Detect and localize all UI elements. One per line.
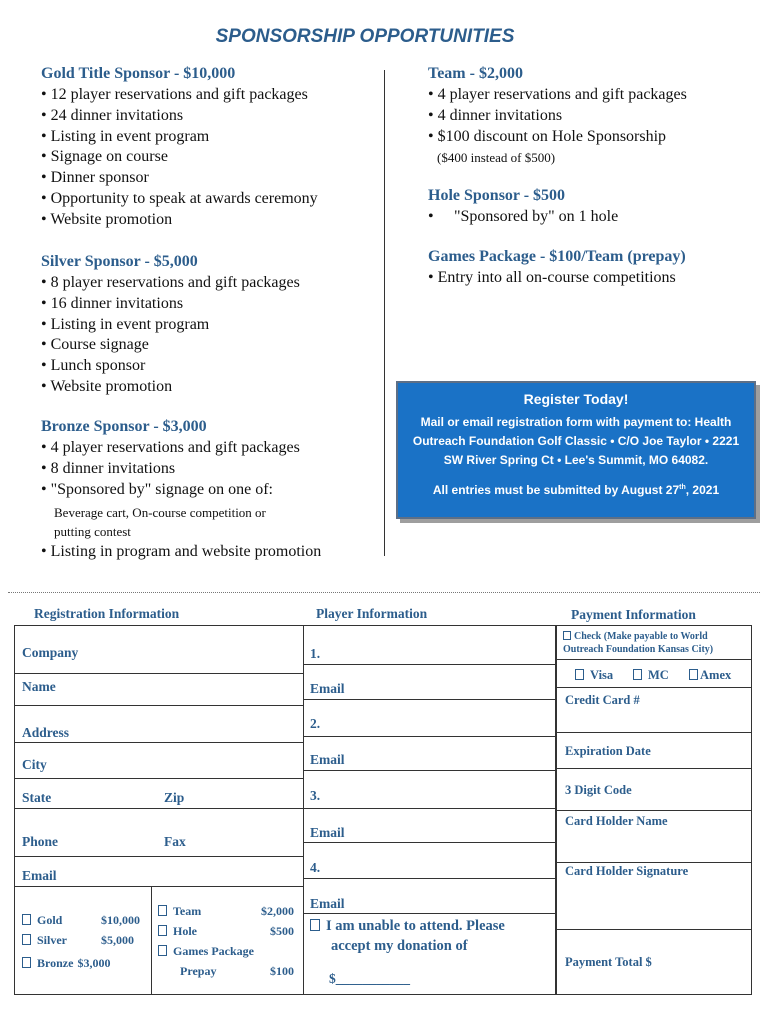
silver-list <box>41 273 381 398</box>
register-box <box>396 381 756 519</box>
list-item: • "Sponsored by" on 1 hole <box>428 208 619 225</box>
list-item: • 8 dinner invitations <box>41 459 381 480</box>
games-list <box>428 268 768 289</box>
check-option[interactable]: Check (Make payable to World Outreach Foundation Kansas City) <box>563 631 714 655</box>
list-item: • Website promotion <box>41 377 381 398</box>
player-2-email-label: Email <box>310 752 345 767</box>
visa-option[interactable]: Visa <box>575 668 613 683</box>
checkbox-icon <box>22 914 31 925</box>
checkbox-icon <box>633 669 642 680</box>
sponsor-options-right <box>158 901 294 981</box>
holder-signature-label: Card Holder Signature <box>565 864 689 878</box>
address-label: Address <box>22 725 70 740</box>
registration-header: Registration Information <box>34 606 180 621</box>
expiration-label: Expiration Date <box>565 744 651 758</box>
team-section <box>428 65 758 167</box>
player-4-email-label: Email <box>310 896 345 911</box>
holder-name-label: Card Holder Name <box>565 814 668 828</box>
silver-heading: Silver Sponsor - $5,000 <box>41 253 198 270</box>
register-heading: Register Today! <box>523 391 629 407</box>
donation-text: I am unable to attend. Please accept my donation of <box>310 916 505 956</box>
list-item: • Entry into all on-course competitions <box>428 268 768 289</box>
checkbox-icon <box>158 945 167 956</box>
list-item: • 16 dinner invitations <box>41 294 381 315</box>
cut-line <box>8 592 760 593</box>
state-label: State <box>22 790 52 805</box>
mc-option[interactable]: MC <box>633 668 669 683</box>
bronze-heading: Bronze Sponsor - $3,000 <box>41 418 207 435</box>
hole-heading: Hole Sponsor - $500 <box>428 187 566 204</box>
player-header: Player Information <box>316 606 428 621</box>
player-3-email-label: Email <box>310 825 345 840</box>
list-item: • Listing in event program <box>41 315 381 336</box>
list-item: • Listing in event program <box>41 127 381 148</box>
games-option[interactable]: Games Package <box>158 941 294 961</box>
player-1-label: 1. <box>310 646 321 661</box>
list-item: • Website promotion <box>41 210 381 231</box>
team-option[interactable]: Team $2,000 <box>158 901 294 921</box>
sponsor-options-left <box>22 910 140 973</box>
donation-option[interactable]: I am unable to attend. Please <box>310 916 505 936</box>
bronze-section <box>41 418 381 563</box>
company-label: Company <box>22 645 79 660</box>
list-item: • Dinner sponsor <box>41 168 381 189</box>
payment-total-label: Payment Total $ <box>565 955 652 969</box>
payment-box <box>556 625 752 995</box>
player-4-label: 4. <box>310 860 321 875</box>
name-label: Name <box>22 679 56 694</box>
checkbox-icon <box>310 919 320 931</box>
silver-option[interactable]: Silver $5,000 <box>22 930 140 950</box>
list-item: • Course signage <box>41 335 381 356</box>
list-item: • Opportunity to speak at awards ceremony <box>41 189 381 210</box>
games-heading: Games Package - $100/Team (prepay) <box>428 248 686 265</box>
player-2-label: 2. <box>310 716 321 731</box>
checkbox-icon <box>22 934 31 945</box>
list-item: • Lunch sponsor <box>41 356 381 377</box>
list-item: • 24 dinner invitations <box>41 106 381 127</box>
page-title: SPONSORSHIP OPPORTUNITIES <box>215 26 515 47</box>
hole-option[interactable]: Hole $500 <box>158 921 294 941</box>
list-item: • $100 discount on Hole Sponsorship <box>428 127 758 148</box>
code-label: 3 Digit Code <box>565 783 632 797</box>
list-item: • 4 player reservations and gift packages <box>41 438 381 459</box>
list-item: • 8 player reservations and gift packages <box>41 273 381 294</box>
checkbox-icon <box>22 957 31 968</box>
bronze-sub-2: putting contest <box>54 524 131 540</box>
fax-label: Fax <box>164 834 186 849</box>
city-label: City <box>22 757 47 772</box>
zip-label: Zip <box>164 790 185 805</box>
gold-option[interactable]: Gold $10,000 <box>22 910 140 930</box>
amex-option[interactable]: Amex <box>689 668 731 683</box>
registration-box <box>14 625 304 995</box>
list-item: • 4 player reservations and gift packages <box>428 85 758 106</box>
checkbox-icon <box>158 925 167 936</box>
column-divider <box>384 70 385 556</box>
gold-heading: Gold Title Sponsor - $10,000 <box>41 65 236 82</box>
team-heading: Team - $2,000 <box>428 65 523 82</box>
bronze-option[interactable]: Bronze $3,000 <box>22 953 140 973</box>
player-box <box>303 625 556 995</box>
gold-list <box>41 85 381 231</box>
phone-label: Phone <box>22 834 59 849</box>
donation-amount-field[interactable]: $___________ <box>329 971 410 986</box>
email-label: Email <box>22 868 57 883</box>
team-note: ($400 instead of $500) <box>437 150 556 166</box>
hole-section <box>428 187 758 228</box>
silver-section <box>41 253 381 398</box>
list-item: • 12 player reservations and gift packages <box>41 85 381 106</box>
bronze-list-2 <box>41 542 381 563</box>
gold-section <box>41 65 381 231</box>
list-item: • Signage on course <box>41 147 381 168</box>
list-item: • Listing in program and website promotion <box>41 542 381 563</box>
list-item: • 4 dinner invitations <box>428 106 758 127</box>
checkbox-icon <box>158 905 167 916</box>
card-number-label: Credit Card # <box>565 693 640 707</box>
list-item: • "Sponsored by" signage on one of: <box>41 480 381 501</box>
checkbox-icon <box>689 669 698 680</box>
player-1-email-label: Email <box>310 681 345 696</box>
team-list <box>428 85 758 147</box>
register-deadline: All entries must be submitted by August 27th, 2021 <box>432 483 720 497</box>
checkbox-icon <box>563 631 571 640</box>
checkbox-icon <box>575 669 584 680</box>
bronze-list <box>41 438 381 500</box>
payment-header: Payment Information <box>571 607 696 622</box>
games-section <box>428 248 768 289</box>
register-text: Mail or email registration form with payment to: Health Outreach Foundation Golf Classic • C/O Joe Taylor • 2221 SW River Spring Ct • Lee's Summit, MO 64082. <box>412 415 740 467</box>
player-3-label: 3. <box>310 788 321 803</box>
bronze-sub-1: Beverage cart, On-course competition or <box>54 505 266 521</box>
prepay-row: Prepay $100 <box>180 964 294 978</box>
